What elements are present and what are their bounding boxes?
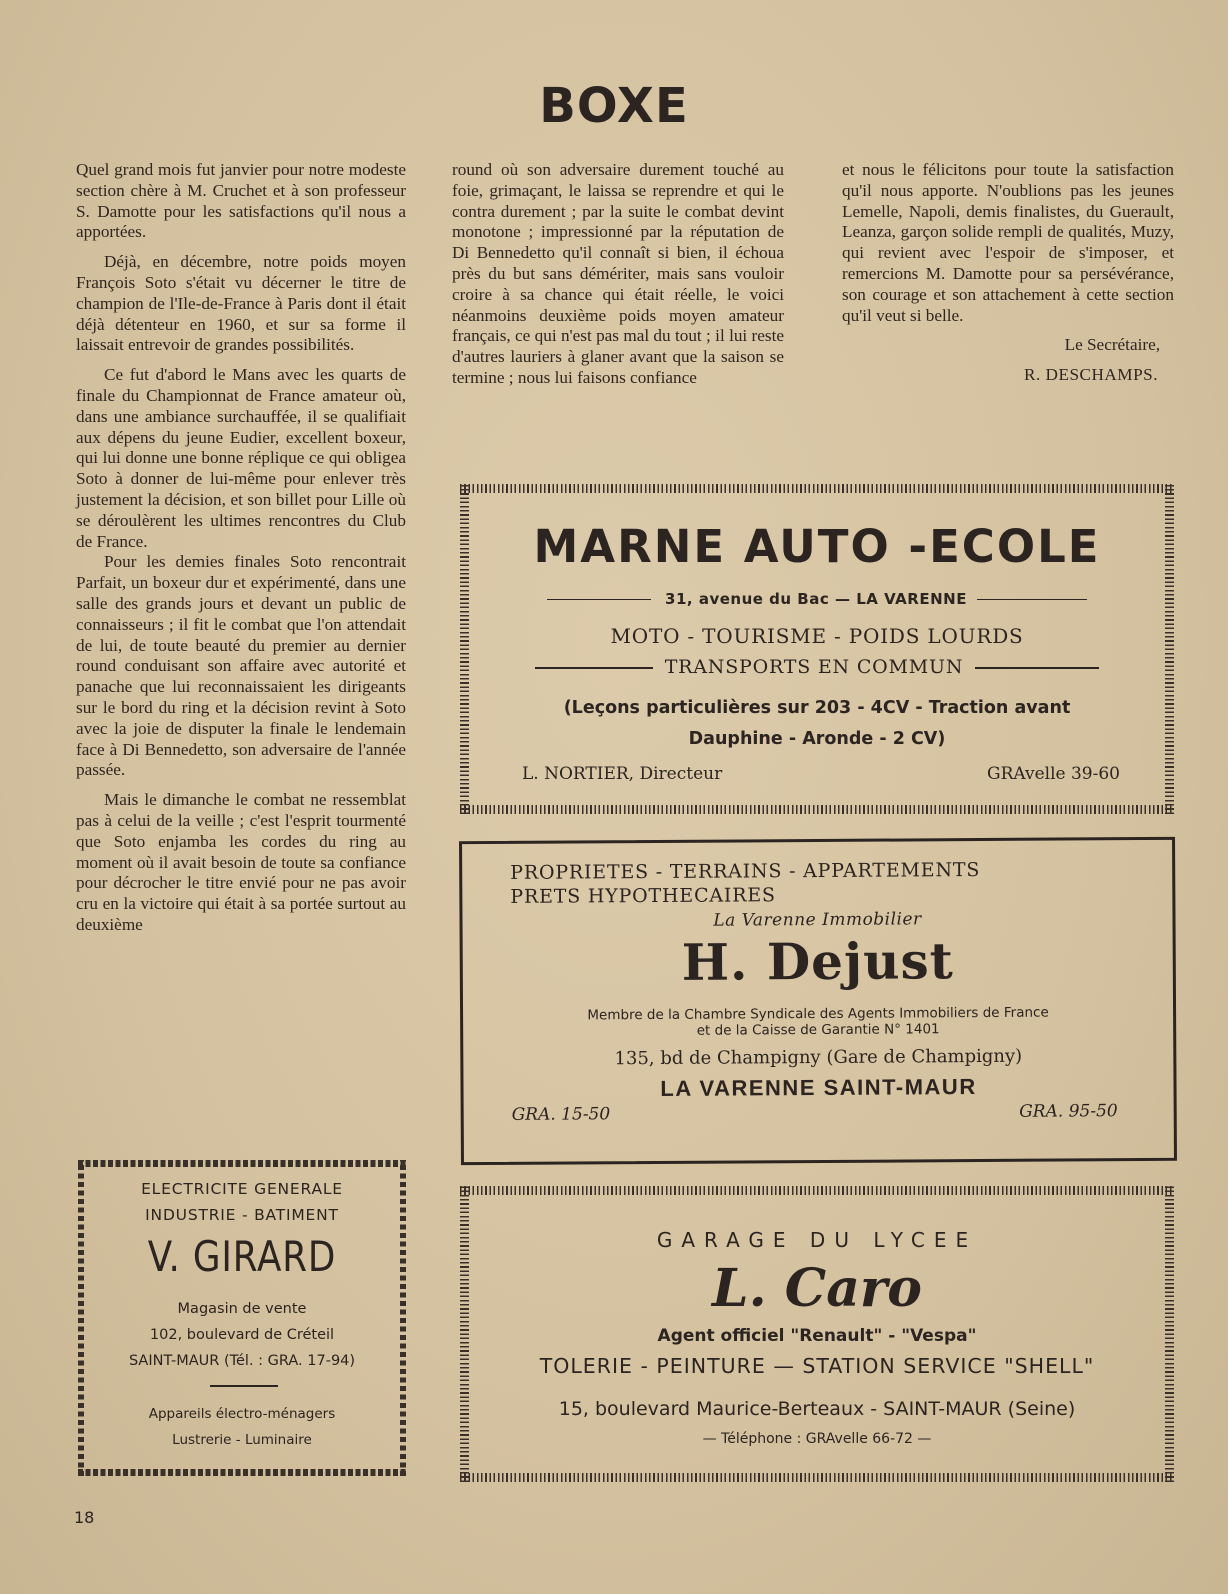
ad-phone-2: GRA. 95-50 [1019, 1101, 1118, 1122]
hatched-border [460, 1473, 1174, 1482]
hatched-border [460, 805, 1174, 814]
rule-divider [535, 667, 653, 669]
ad-business-name: MARNE AUTO -ECOLE [533, 520, 1101, 573]
ad-lessons-line-1: (Leçons particulières sur 203 - 4CV - Traction avant [563, 698, 1071, 718]
ad-address: 31, avenue du Bac — LA VARENNE [665, 590, 967, 608]
ad-director: L. NORTIER, Directeur [522, 764, 723, 784]
ad-heading: GARAGE DU LYCEE [656, 1228, 978, 1252]
ad-city: LA VARENNE SAINT-MAUR [660, 1074, 977, 1101]
ad-agency-name: La Varenne Immobilier [713, 909, 922, 931]
ad-address: 102, boulevard de Créteil [149, 1327, 335, 1343]
ad-v-girard [78, 1160, 406, 1476]
ad-lessons-line-2: Dauphine - Aronde - 2 CV) [688, 729, 946, 749]
ad-services: TOLERIE - PEINTURE — STATION SERVICE "SHELL" [539, 1354, 1095, 1378]
article-column-2 [452, 160, 784, 398]
article-column-3 [842, 160, 1174, 395]
ad-headline-1: PROPRIETES - TERRAINS - APPARTEMENTS [510, 859, 981, 884]
dashed-border [78, 1160, 406, 1167]
ad-headline-2: INDUSTRIE - BATIMENT [145, 1206, 339, 1224]
ad-phone: GRAvelle 39-60 [987, 764, 1120, 784]
ad-membership-1: Membre de la Chambre Syndicale des Agents Immobiliers de France [587, 1004, 1049, 1024]
article-paragraph: Déjà, en décembre, notre poids moyen François Soto s'était vu décerner le titre de champion de l'Ile-de-France à Paris dont il était déjà détenteur en 1960, et sur sa forme il laissait entrevoir de grandes possibilités. [76, 252, 406, 355]
rule-divider [210, 1385, 278, 1387]
ad-business-name: V. GIRARD [147, 1232, 337, 1281]
hatched-border [460, 484, 1174, 493]
ad-city-phone: SAINT-MAUR (Tél. : GRA. 17-94) [128, 1353, 356, 1369]
ad-dejust-immobilier [459, 837, 1177, 1165]
ad-phone-1: GRA. 15-50 [511, 1104, 611, 1125]
hatched-border [460, 1186, 1174, 1195]
ad-products-1: Appareils électro-ménagers [148, 1406, 336, 1422]
article-paragraph: Ce fut d'abord le Mans avec les quarts de finale du Championnat de France amateur où, dans une ambiance surchauffée, il se qualifiait aux dépens du jeune Eudier, excellent boxeur, qui lui donne une bonne réplique ce qui obligea Soto à donner de lui-même pour enlever très justement la décision, et son billet pour Lille où se déroulèrent les ultimes rencontres du Club de France. [76, 365, 406, 551]
ad-services-text: TRANSPORTS EN COMMUN [664, 656, 964, 678]
page-number: 18 [74, 1508, 95, 1527]
ad-agent-line: Agent officiel "Renault" - "Vespa" [657, 1326, 977, 1346]
ad-headline-2: PRETS HYPOTHECAIRES [510, 884, 776, 908]
dashed-border [78, 1469, 406, 1476]
signature-title: Le Secrétaire, [1064, 335, 1160, 355]
rule-divider [977, 599, 1087, 601]
page-title: BOXE [539, 78, 689, 134]
ad-headline-1: ELECTRICITE GENERALE [141, 1180, 343, 1198]
ad-products-2: Lustrerie - Luminaire [172, 1432, 312, 1448]
article-paragraph: Quel grand mois fut janvier pour notre modeste section chère à M. Cruchet et à son professeur S. Damotte pour les satisfactions qu'il nous a apportées. [76, 160, 406, 242]
ad-garage-du-lycee [460, 1186, 1174, 1482]
ad-services-line-1: MOTO - TOURISME - POIDS LOURDS [610, 624, 1024, 648]
ad-shop-line: Magasin de vente [177, 1301, 307, 1317]
ad-business-name: L. Caro [712, 1258, 922, 1319]
rule-divider [547, 599, 651, 601]
article-paragraph: round où son adversaire durement touché au foie, grimaçant, le laissa se reprendre et qui le contra durement ; par la suite le combat devint monotone ; impressionné par la réputation de Di Bennedetto qu'il connaît si bien, il échoua près du but sans démériter, mais sans vouloir croire à sa chance qui était réelle, le voici néanmoins deuxième poids moyen amateur français, ce qui n'est pas mal du tout ; il lui reste d'autres lauriers à glaner avant que la saison se termine ; nous lui faisons confiance [452, 160, 784, 387]
ad-services-line-2 [460, 656, 1174, 678]
ad-phone: — Téléphone : GRAvelle 66-72 — [702, 1431, 932, 1447]
article-paragraph: Mais le dimanche le combat ne ressemblat pas à celui de la veille ; c'est l'esprit tourmenté que Soto enjamba les cordes du ring au moment où il avait besoin de toute sa confiance pour décrocher le titre envié pour ne pas avoir cru en la victoire qui était à sa portée surtout au deuxième [76, 790, 406, 934]
rule-divider [975, 667, 1099, 669]
ad-marne-auto-ecole [460, 484, 1174, 814]
ad-membership-2: et de la Caisse de Garantie N° 1401 [696, 1021, 940, 1039]
ad-address: 15, boulevard Maurice-Berteaux - SAINT-MAUR (Seine) [558, 1398, 1076, 1420]
article-column-1 [76, 160, 406, 945]
ad-address: 135, bd de Champigny (Gare de Champigny) [614, 1045, 1023, 1070]
ad-address-line [460, 590, 1174, 608]
signature-name: R. DESCHAMPS. [1023, 365, 1158, 385]
ad-business-name: H. Dejust [681, 931, 954, 992]
article-paragraph: Pour les demies finales Soto rencontrait Parfait, un boxeur dur et expérimenté, dans une salle des grands jours et devant un public de connaisseurs ; il fit le combat que l'on attendait de lui, de toute beauté du premier au dernier round conduisant son affaire avec autorité et panache que lui reconnaissaient les dirigeants sur le bord du ring et la décision revint à Soto avec la joie de disputer la finale le lendemain face à Di Bennedetto, son adversaire de l'année passée. [76, 552, 406, 780]
article-paragraph: et nous le félicitons pour toute la satisfaction qu'il nous apporte. N'oublions pas les jeunes Lemelle, Napoli, demis finalistes, du Guerault, Leanza, garçon solide rempli de qualités, Muzy, qui revient avec l'espoir de s'imposer, et remercions M. Damotte pour sa persévérance, son courage et son attachement à cette section qu'il veut si belle. [842, 160, 1174, 325]
